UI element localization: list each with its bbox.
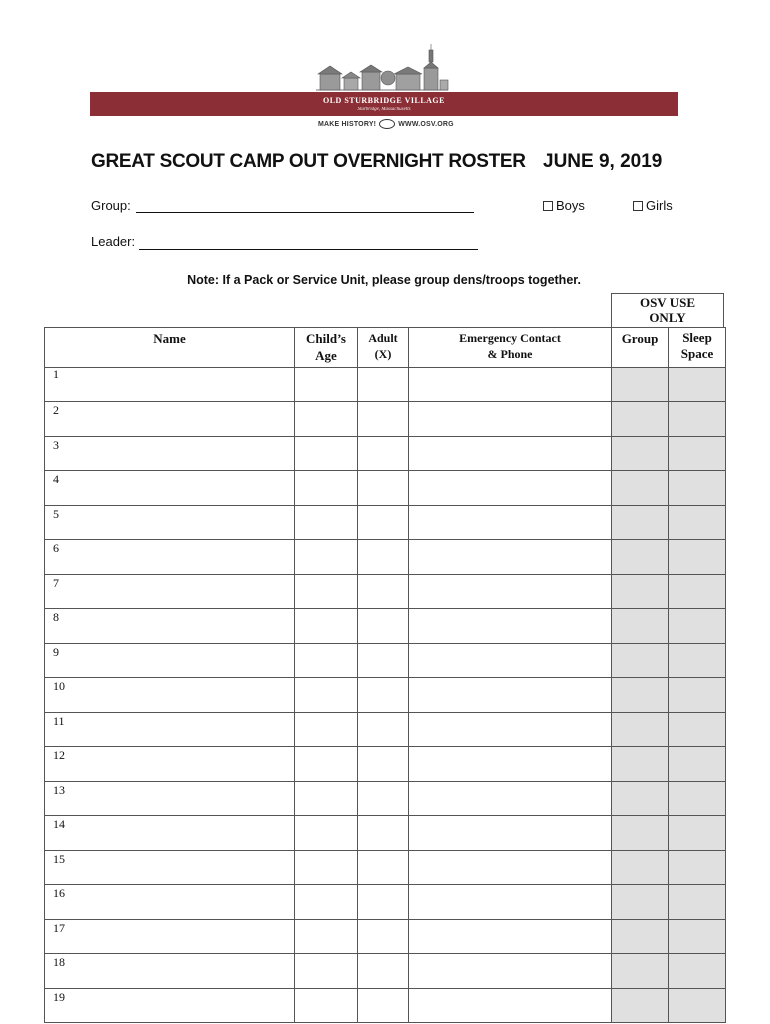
name-cell[interactable]	[45, 436, 295, 471]
table-row	[45, 781, 726, 816]
table-header-row	[45, 328, 726, 368]
girls-checkbox-icon[interactable]	[633, 201, 643, 211]
boys-checkbox[interactable]	[543, 198, 585, 213]
col-adult: Adult (X)	[358, 328, 409, 368]
row-number: 9	[53, 644, 59, 659]
row-number: 5	[53, 506, 59, 521]
grouping-note: Note: If a Pack or Service Unit, please group dens/troops together.	[187, 273, 581, 287]
row-number: 13	[53, 782, 65, 797]
table-row	[45, 816, 726, 851]
contact-cell[interactable]	[409, 954, 612, 989]
contact-cell[interactable]	[409, 402, 612, 437]
group-cell[interactable]	[612, 436, 669, 471]
name-cell[interactable]	[45, 678, 295, 713]
contact-cell[interactable]	[409, 816, 612, 851]
age-cell[interactable]	[295, 643, 358, 678]
row-number: 14	[53, 817, 65, 831]
contact-cell[interactable]	[409, 712, 612, 747]
contact-cell[interactable]	[409, 678, 612, 713]
tagline-make-history: MAKE HISTORY!	[318, 120, 377, 128]
adult-cell[interactable]	[358, 747, 409, 782]
group-cell[interactable]	[612, 678, 669, 713]
adult-cell[interactable]	[358, 885, 409, 920]
row-number: 1	[53, 367, 59, 381]
sleep-space-cell[interactable]	[669, 609, 726, 644]
age-cell[interactable]	[295, 919, 358, 954]
sleep-space-cell[interactable]	[669, 540, 726, 575]
name-cell[interactable]	[45, 850, 295, 885]
name-cell[interactable]	[45, 954, 295, 989]
adult-cell[interactable]	[358, 471, 409, 506]
sleep-space-cell[interactable]	[669, 954, 726, 989]
group-cell[interactable]	[612, 954, 669, 989]
age-cell[interactable]	[295, 816, 358, 851]
group-cell[interactable]	[612, 471, 669, 506]
girls-label: Girls	[646, 198, 673, 213]
osv-badge-icon	[379, 119, 395, 129]
table-row	[45, 643, 726, 678]
col-name: Name	[45, 328, 295, 368]
contact-cell[interactable]	[409, 747, 612, 782]
name-cell[interactable]	[45, 402, 295, 437]
name-cell[interactable]	[45, 643, 295, 678]
row-number: 7	[53, 575, 59, 590]
sleep-space-cell[interactable]	[669, 643, 726, 678]
col-childs-age: Child’s Age	[295, 328, 358, 368]
contact-cell[interactable]	[409, 609, 612, 644]
table-row	[45, 988, 726, 1023]
name-cell[interactable]	[45, 885, 295, 920]
age-cell[interactable]	[295, 574, 358, 609]
age-cell[interactable]	[295, 850, 358, 885]
row-number: 16	[53, 886, 65, 900]
table-row	[45, 954, 726, 989]
girls-checkbox[interactable]	[633, 198, 673, 213]
name-cell[interactable]	[45, 919, 295, 954]
adult-cell[interactable]	[358, 402, 409, 437]
sleep-space-cell[interactable]	[669, 747, 726, 782]
age-cell[interactable]	[295, 471, 358, 506]
table-row	[45, 402, 726, 437]
age-cell[interactable]	[295, 368, 358, 402]
logo-banner	[90, 92, 678, 116]
row-number: 18	[53, 955, 65, 969]
adult-cell[interactable]	[358, 816, 409, 851]
contact-cell[interactable]	[409, 574, 612, 609]
row-number: 10	[53, 679, 65, 693]
group-cell[interactable]	[612, 368, 669, 402]
table-row	[45, 885, 726, 920]
group-cell[interactable]	[612, 609, 669, 644]
sleep-space-cell[interactable]	[669, 368, 726, 402]
village-skyline-logo-icon	[314, 44, 450, 92]
sleep-space-cell[interactable]	[669, 988, 726, 1023]
adult-cell[interactable]	[358, 954, 409, 989]
roster-table	[44, 327, 726, 1023]
name-cell[interactable]	[45, 609, 295, 644]
adult-cell[interactable]	[358, 643, 409, 678]
table-row	[45, 436, 726, 471]
name-cell[interactable]	[45, 988, 295, 1023]
row-number: 4	[53, 472, 59, 486]
contact-cell[interactable]	[409, 368, 612, 402]
sleep-space-cell[interactable]	[669, 505, 726, 540]
age-cell[interactable]	[295, 609, 358, 644]
group-cell[interactable]	[612, 712, 669, 747]
age-cell[interactable]	[295, 678, 358, 713]
age-cell[interactable]	[295, 436, 358, 471]
row-number: 8	[53, 610, 59, 624]
group-cell[interactable]	[612, 574, 669, 609]
age-cell[interactable]	[295, 712, 358, 747]
adult-cell[interactable]	[358, 988, 409, 1023]
col-emergency-contact: Emergency Contact & Phone	[409, 328, 612, 368]
row-number: 3	[53, 437, 59, 452]
name-cell[interactable]	[45, 368, 295, 402]
group-cell[interactable]	[612, 850, 669, 885]
leader-label: Leader:	[91, 234, 136, 249]
adult-cell[interactable]	[358, 540, 409, 575]
table-row	[45, 471, 726, 506]
group-label: Group:	[91, 198, 131, 213]
group-cell[interactable]	[612, 505, 669, 540]
table-row	[45, 678, 726, 713]
group-cell[interactable]	[612, 988, 669, 1023]
adult-cell[interactable]	[358, 505, 409, 540]
group-cell[interactable]	[612, 747, 669, 782]
row-number: 19	[53, 989, 65, 1004]
sleep-space-cell[interactable]	[669, 402, 726, 437]
contact-cell[interactable]	[409, 988, 612, 1023]
leader-field[interactable]	[139, 249, 478, 250]
boys-label: Boys	[556, 198, 585, 213]
logo-tagline	[318, 119, 454, 129]
osv-use-only-header: OSV USE ONLY	[611, 293, 724, 327]
sleep-space-cell[interactable]	[669, 471, 726, 506]
contact-cell[interactable]	[409, 885, 612, 920]
row-number: 17	[53, 920, 65, 935]
table-row	[45, 368, 726, 402]
adult-cell[interactable]	[358, 678, 409, 713]
sleep-space-cell[interactable]	[669, 919, 726, 954]
table-row	[45, 919, 726, 954]
sleep-space-cell[interactable]	[669, 781, 726, 816]
event-date: JUNE 9, 2019	[543, 151, 663, 172]
adult-cell[interactable]	[358, 712, 409, 747]
contact-cell[interactable]	[409, 919, 612, 954]
row-number: 12	[53, 748, 65, 762]
adult-cell[interactable]	[358, 436, 409, 471]
name-cell[interactable]	[45, 471, 295, 506]
name-cell[interactable]	[45, 712, 295, 747]
contact-cell[interactable]	[409, 436, 612, 471]
group-cell[interactable]	[612, 885, 669, 920]
contact-cell[interactable]	[409, 781, 612, 816]
name-cell[interactable]	[45, 816, 295, 851]
table-row	[45, 609, 726, 644]
table-row	[45, 574, 726, 609]
age-cell[interactable]	[295, 402, 358, 437]
name-cell[interactable]	[45, 505, 295, 540]
age-cell[interactable]	[295, 540, 358, 575]
sleep-space-cell[interactable]	[669, 850, 726, 885]
age-cell[interactable]	[295, 988, 358, 1023]
adult-cell[interactable]	[358, 919, 409, 954]
col-group: Group	[612, 328, 669, 368]
age-cell[interactable]	[295, 885, 358, 920]
col-sleep-space: Sleep Space	[669, 328, 726, 368]
group-field[interactable]	[136, 212, 474, 213]
row-number: 2	[53, 403, 59, 417]
group-cell[interactable]	[612, 643, 669, 678]
name-cell[interactable]	[45, 747, 295, 782]
name-cell[interactable]	[45, 781, 295, 816]
page-title: GREAT SCOUT CAMP OUT OVERNIGHT ROSTER	[91, 151, 526, 172]
adult-cell[interactable]	[358, 781, 409, 816]
contact-cell[interactable]	[409, 643, 612, 678]
table-row	[45, 540, 726, 575]
sleep-space-cell[interactable]	[669, 436, 726, 471]
age-cell[interactable]	[295, 505, 358, 540]
row-number: 15	[53, 851, 65, 866]
sleep-space-cell[interactable]	[669, 678, 726, 713]
age-cell[interactable]	[295, 781, 358, 816]
group-cell[interactable]	[612, 402, 669, 437]
adult-cell[interactable]	[358, 368, 409, 402]
contact-cell[interactable]	[409, 471, 612, 506]
table-row	[45, 712, 726, 747]
table-row	[45, 850, 726, 885]
group-cell[interactable]	[612, 919, 669, 954]
logo-name: OLD STURBRIDGE VILLAGE	[323, 96, 445, 105]
row-number: 11	[53, 713, 65, 728]
contact-cell[interactable]	[409, 505, 612, 540]
table-row	[45, 747, 726, 782]
group-cell[interactable]	[612, 781, 669, 816]
adult-cell[interactable]	[358, 850, 409, 885]
name-cell[interactable]	[45, 574, 295, 609]
boys-checkbox-icon[interactable]	[543, 201, 553, 211]
group-cell[interactable]	[612, 540, 669, 575]
age-cell[interactable]	[295, 954, 358, 989]
sleep-space-cell[interactable]	[669, 574, 726, 609]
sleep-space-cell[interactable]	[669, 816, 726, 851]
row-number: 6	[53, 541, 59, 555]
contact-cell[interactable]	[409, 850, 612, 885]
sleep-space-cell[interactable]	[669, 712, 726, 747]
tagline-website: WWW.OSV.ORG	[398, 120, 454, 128]
group-cell[interactable]	[612, 816, 669, 851]
name-cell[interactable]	[45, 540, 295, 575]
age-cell[interactable]	[295, 747, 358, 782]
logo-location: Sturbridge, Massachusetts	[357, 107, 411, 112]
sleep-space-cell[interactable]	[669, 885, 726, 920]
adult-cell[interactable]	[358, 609, 409, 644]
contact-cell[interactable]	[409, 540, 612, 575]
table-row	[45, 505, 726, 540]
adult-cell[interactable]	[358, 574, 409, 609]
